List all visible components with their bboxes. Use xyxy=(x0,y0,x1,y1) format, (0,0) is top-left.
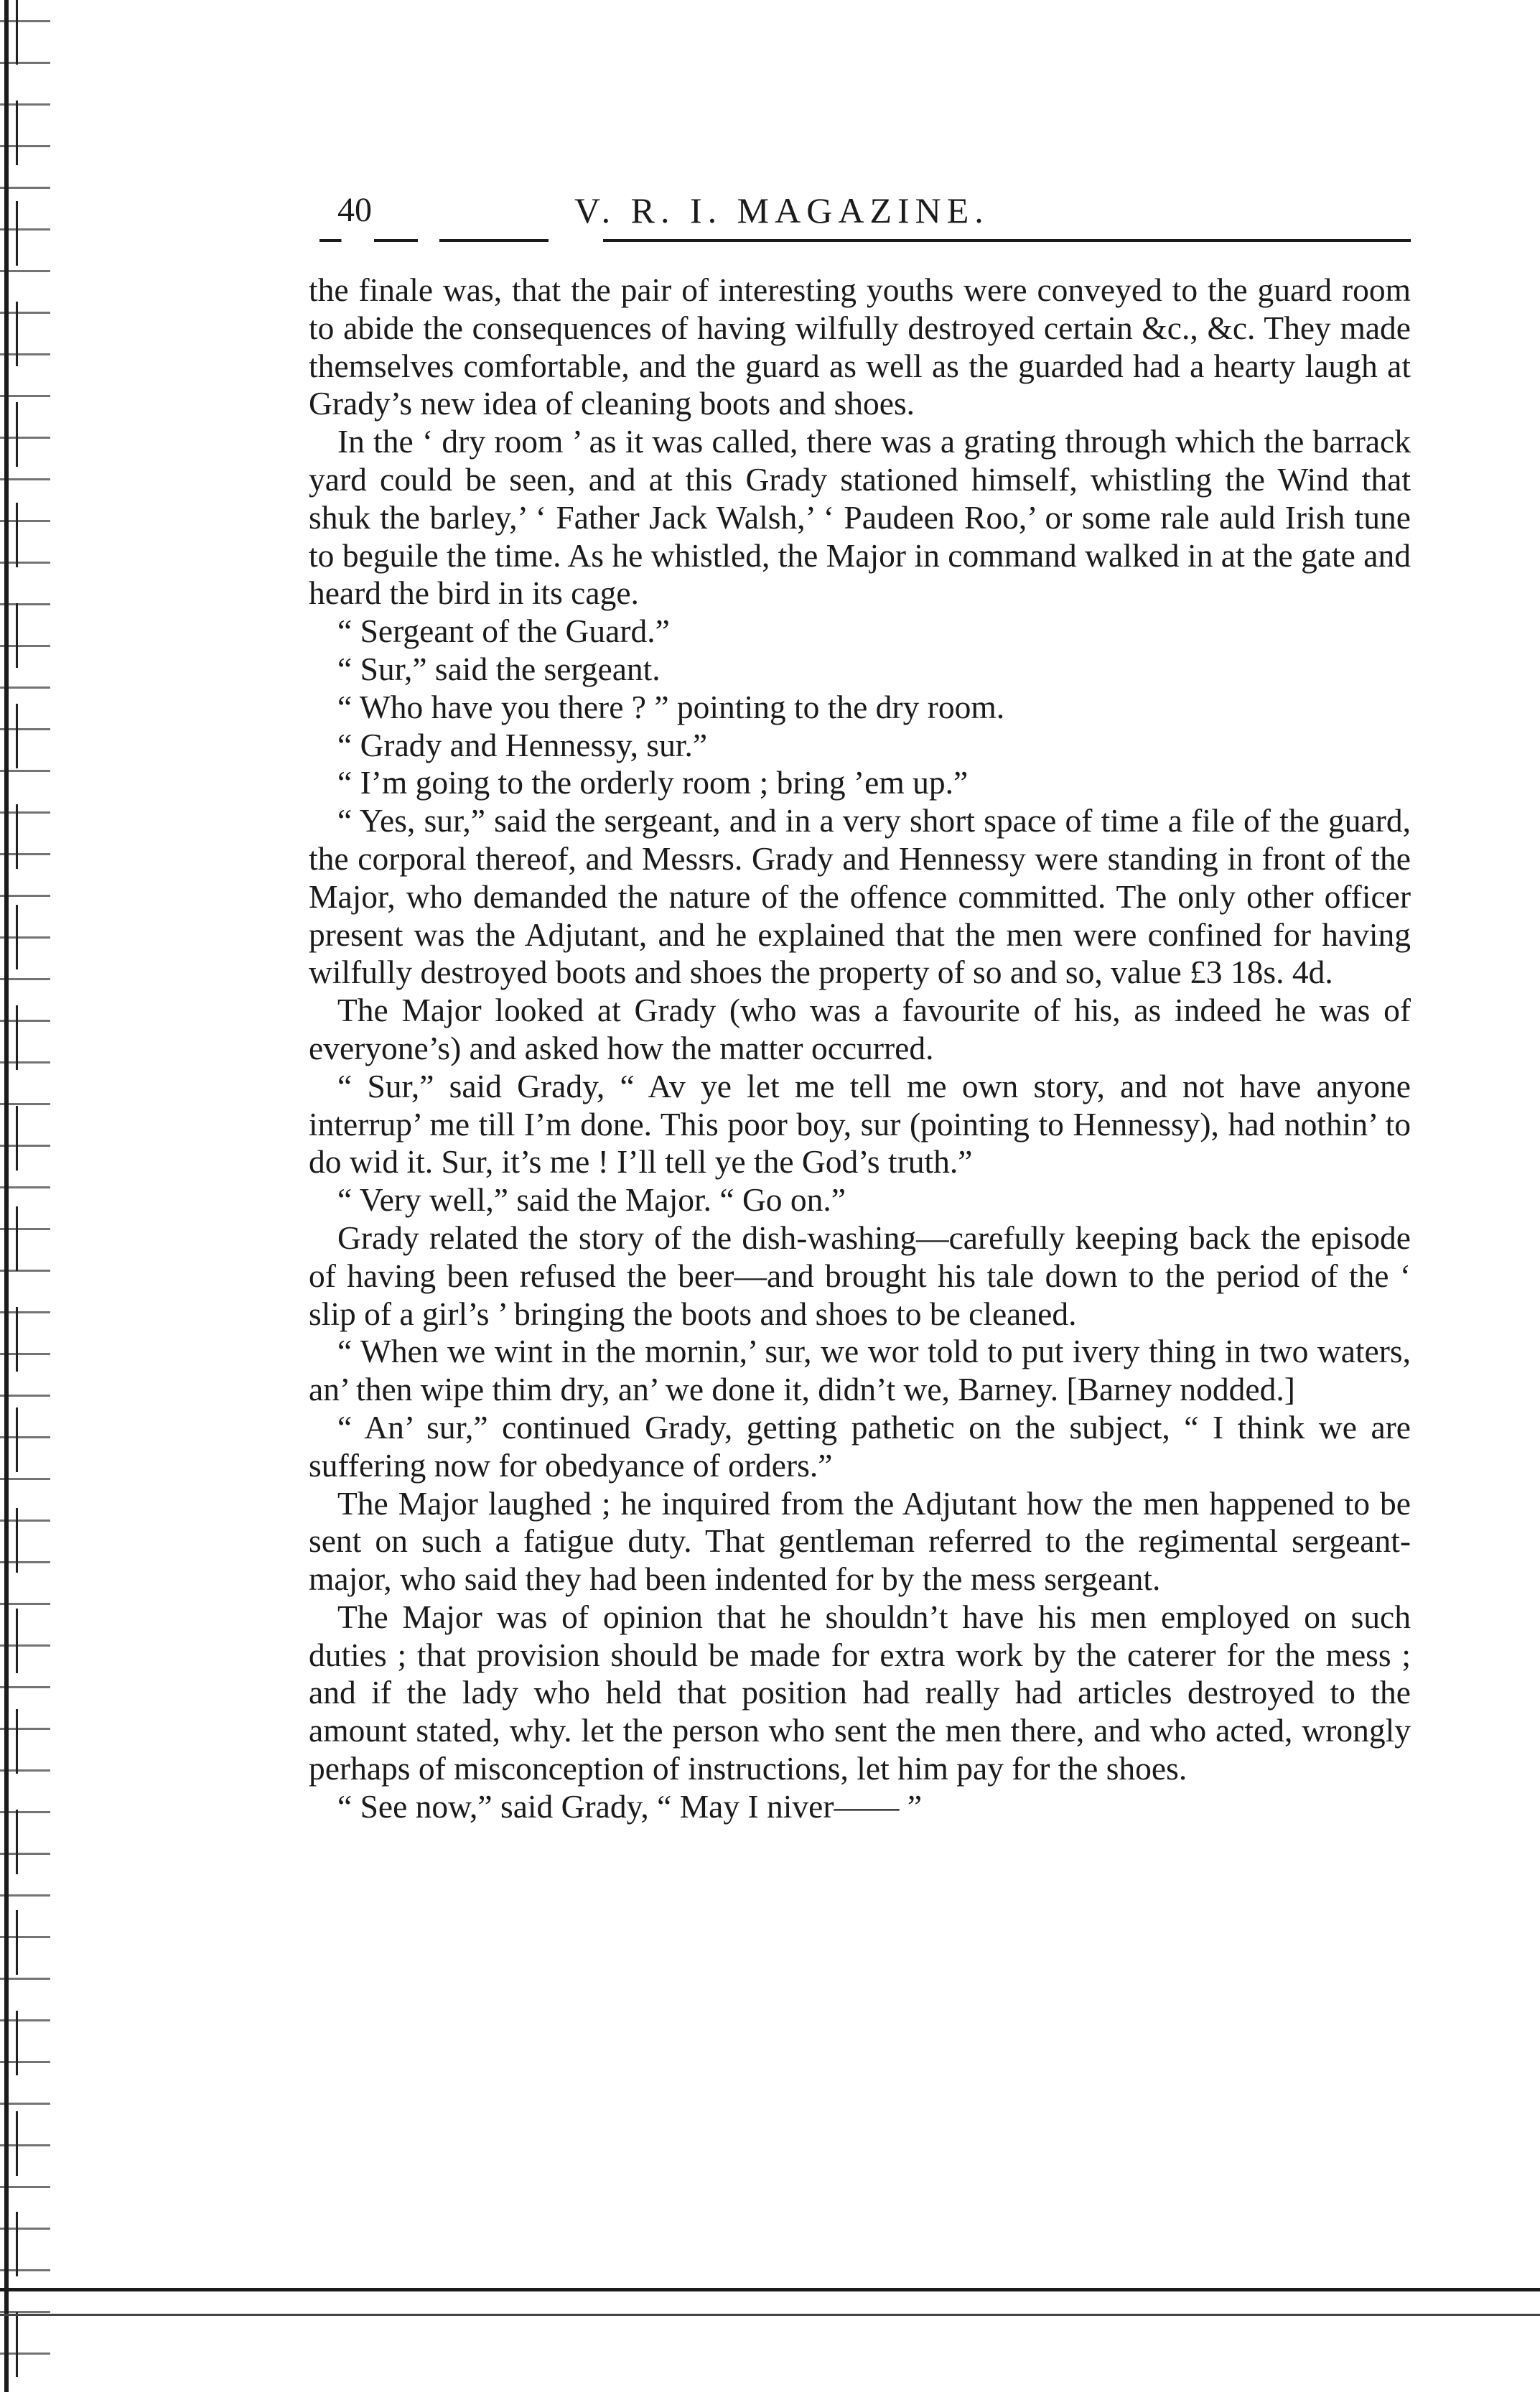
paragraph: “ Sur,” said the sergeant. xyxy=(337,650,661,687)
body-text xyxy=(309,271,1411,1826)
paragraph: “ Very well,” said the Major. “ Go on.” xyxy=(337,1181,846,1219)
paragraph: the finale was, that the pair of interesting youths were conveyed to the guard room to abide the consequences of having wilfully destroyed certain &c., &c. They made themselves comfortable, and the guard as well as the guarded had a hearty laugh at Grady’s new idea of cleaning boots and shoes. xyxy=(309,271,1411,422)
bottom-edge-rule xyxy=(0,2288,1540,2291)
paragraph: “ Sergeant of the Guard.” xyxy=(337,613,670,650)
paragraph: The Major laughed ; he inquired from the Adjutant how the men happened to be sent on such a fatigue duty. That gentleman referred to the regimental sergeant-major, who said they had been indented for by the mess sergeant. xyxy=(309,1484,1411,1598)
paragraph: “ See now,” said Grady, “ May I niver—— ” xyxy=(337,1787,923,1825)
paragraph: The Major looked at Grady (who was a favourite of his, as indeed he was of everyone’s) and asked how the matter occurred. xyxy=(309,992,1411,1066)
paragraph: The Major was of opinion that he shouldn’t have his men employed on such duties ; that provision should be made for extra work by the caterer for the mess ; and if the lady who held that position had really had articles destroyed to the amount stated, why. let the person who sent the men there, and who acted, wrongly perhaps of misconception of instructions, let him pay for the shoes. xyxy=(309,1598,1411,1787)
paragraph: “ Sur,” said Grady, “ Av ye let me tell me own story, and not have anyone interrup’ me till I’m done. This poor boy, sur (pointing to Hennessy), had nothin’ to do wid it. Sur, it’s me ! I’ll tell ye the God’s truth.” xyxy=(309,1067,1411,1181)
bottom-edge-rule-lower xyxy=(0,2314,1540,2316)
paragraph: “ When we wint in the mornin,’ sur, we wor told to put ivery thing in two waters, an’ then wipe thim dry, an’ we done it, didn’t we, Barney. [Barney nodded.] xyxy=(309,1333,1411,1408)
page-header xyxy=(337,185,1411,236)
header-rule xyxy=(319,239,1411,242)
page-number: 40 xyxy=(337,191,372,229)
paragraph: “ Who have you there ? ” pointing to the dry room. xyxy=(337,688,1005,725)
paragraph: “ Grady and Hennessy, sur.” xyxy=(337,726,708,763)
paragraph: In the ‘ dry room ’ as it was called, there was a grating through which the barrack yard could be seen, and at this Grady stationed himself, whistling the Wind that shuk the barley,’ ‘ Father Jack Walsh,’ ‘ Paudeen Roo,’ or some rale auld Irish tune to beguile the time. As he whistled, the Major in command walked in at the gate and heard the bird in its cage. xyxy=(309,423,1411,612)
paragraph: “ Yes, sur,” said the sergeant, and in a very short space of time a file of the guard, the corporal thereof, and Messrs. Grady and Hennessy were standing in front of the Major, who demanded the nature of the offence committed. The only other officer present was the Adjutant, and he explained that the men were confined for having wilfully destroyed boots and shoes the property of so and so, value £3 18s. 4d. xyxy=(309,802,1411,991)
paragraph: “ An’ sur,” continued Grady, getting pathetic on the subject, “ I think we are suffering now for obedyance of orders.” xyxy=(309,1408,1411,1484)
paragraph: “ I’m going to the orderly room ; bring ’em up.” xyxy=(337,764,969,801)
book-binding-edge xyxy=(0,0,50,2392)
paragraph: Grady related the story of the dish-washing—carefully keeping back the episode of having been refused the beer—and brought his tale down to the period of the ‘ slip of a girl’s ’ bringing the boots and shoes to be cleaned. xyxy=(309,1219,1411,1332)
running-title: V. R. I. MAGAZINE. xyxy=(574,190,989,231)
